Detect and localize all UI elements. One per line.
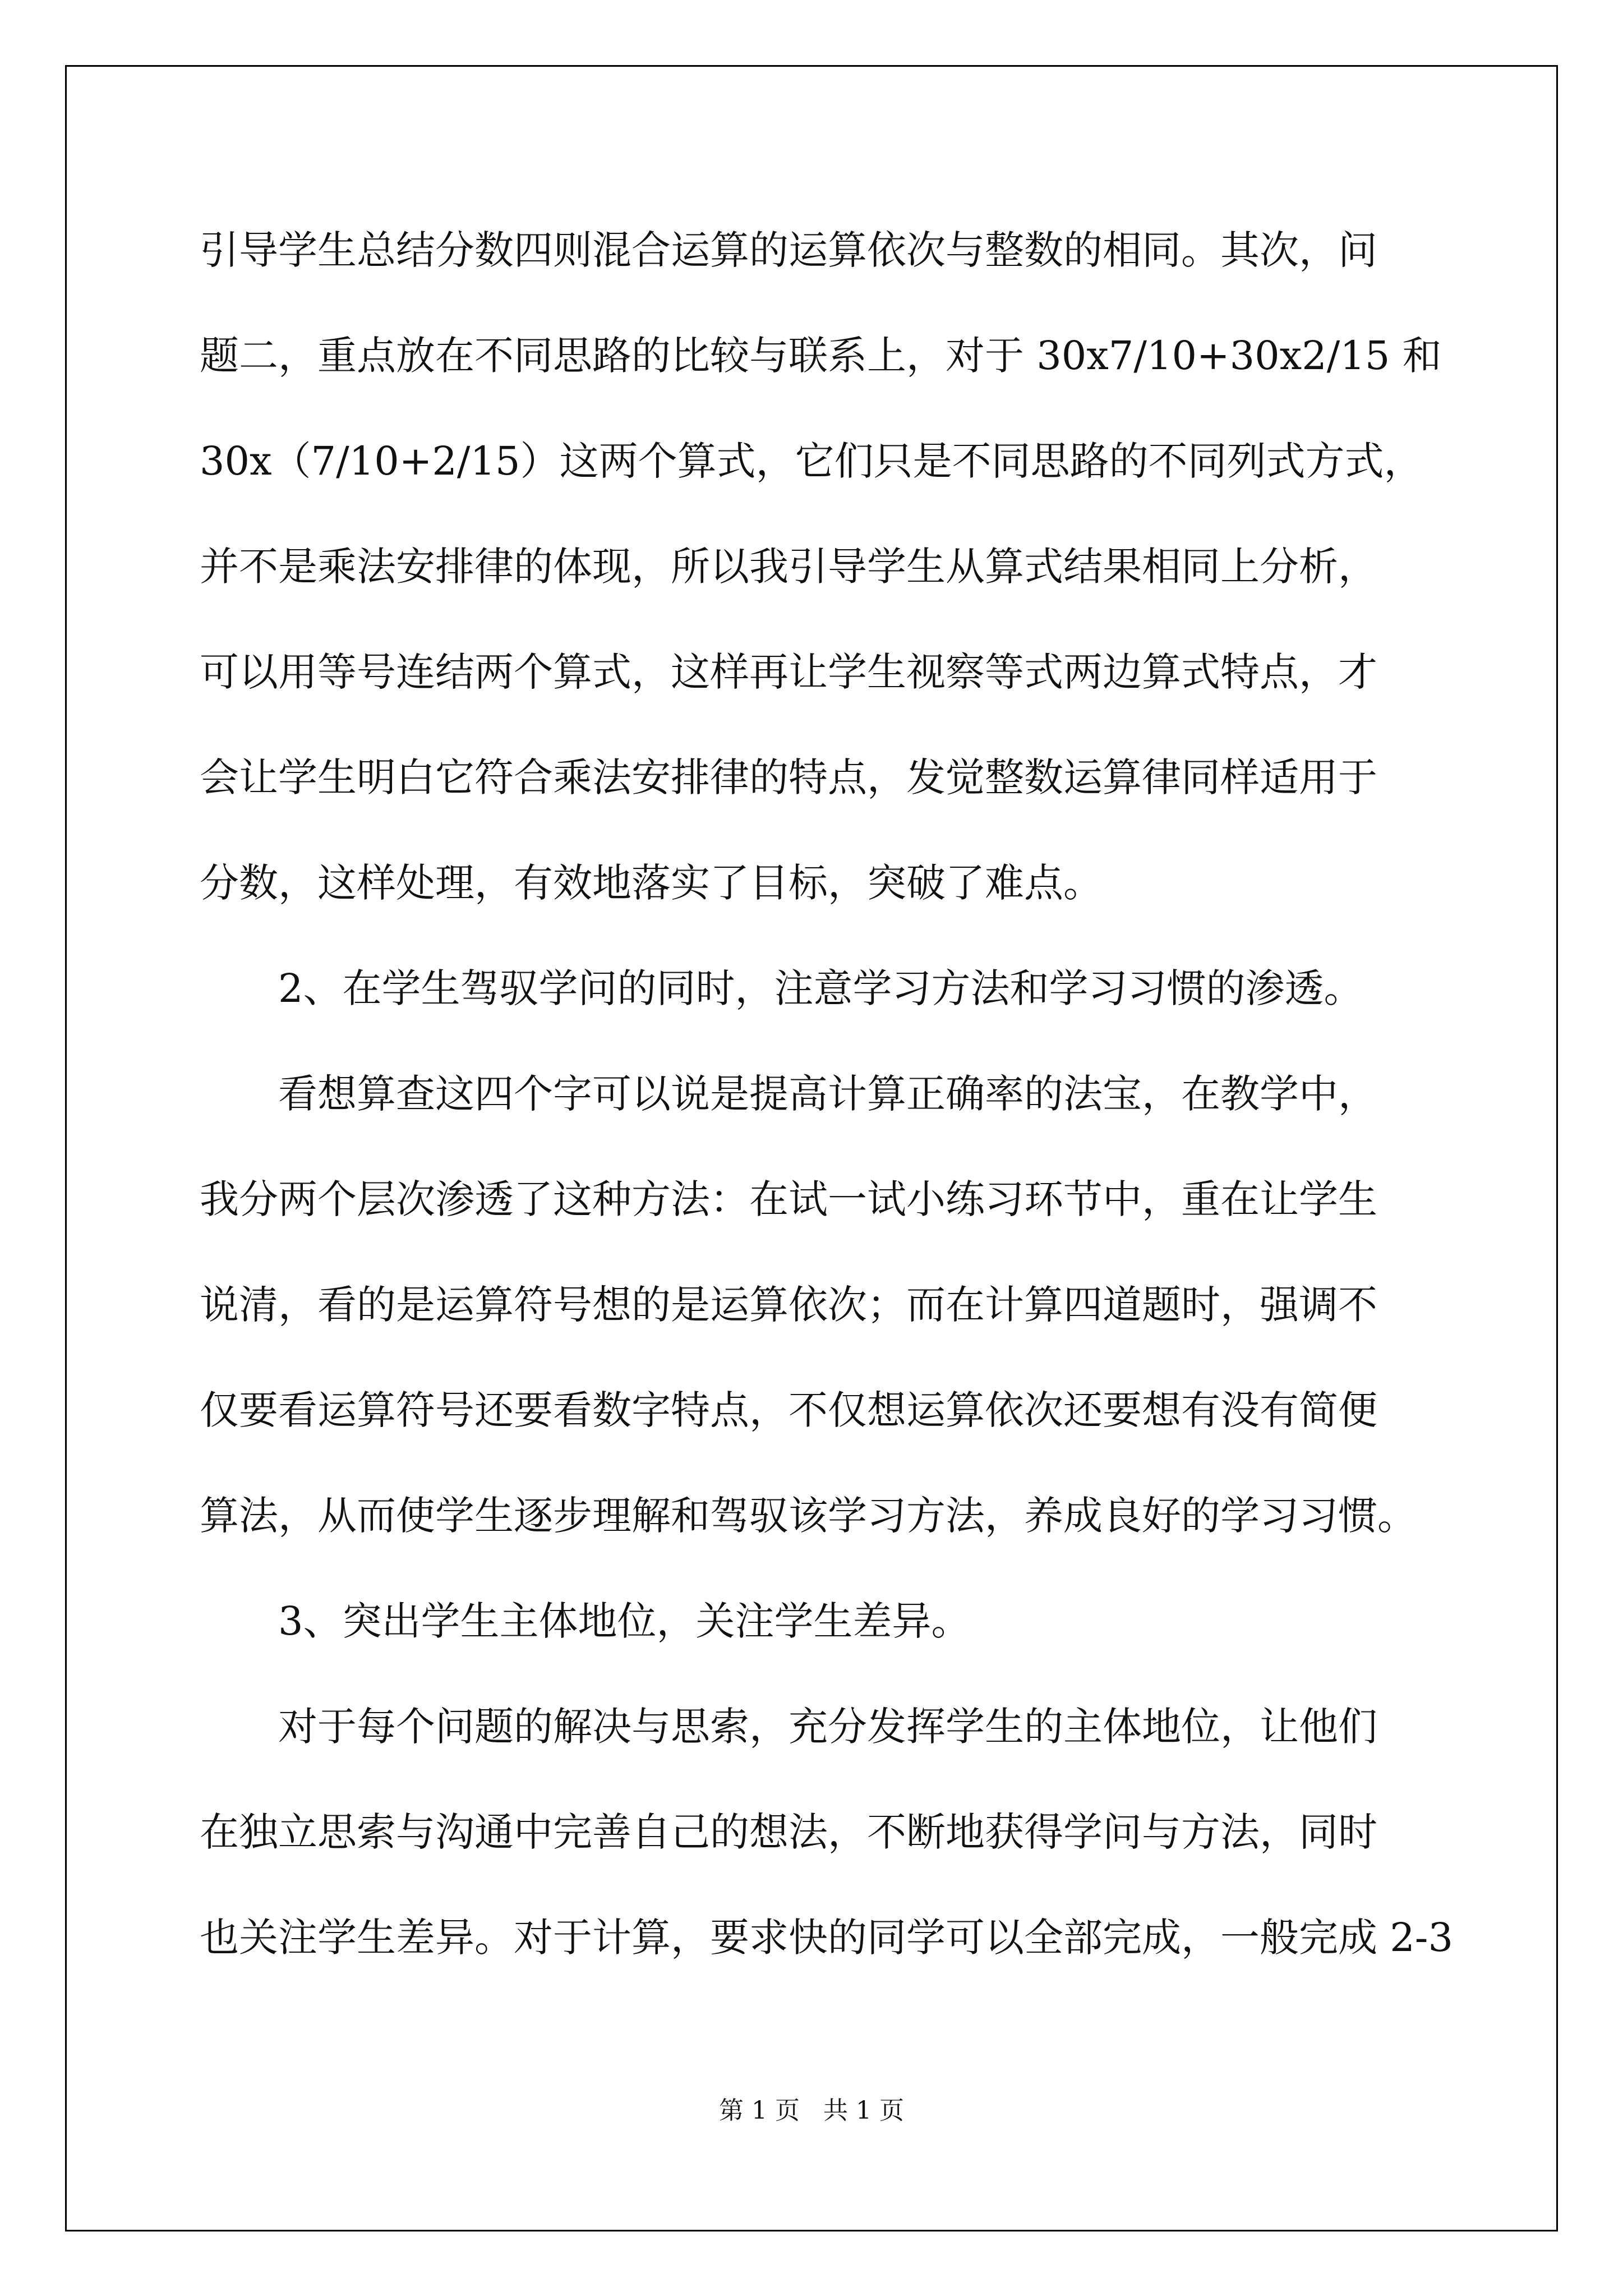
text-line: 可以用等号连结两个算式，这样再让学生视察等式两边算式特点，才: [200, 649, 1377, 695]
section-heading: 2、在学生驾驭学问的同时，注意学习方法和学习习惯的渗透。: [278, 965, 1363, 1011]
text-line: 30x（7/10+2/15）这两个算式，它们只是不同思路的不同列式方式，: [200, 438, 1423, 484]
text-line: 说清，看的是运算符号想的是运算依次；而在计算四道题时，强调不: [200, 1282, 1377, 1328]
page-total: 共 1 页: [823, 2096, 904, 2125]
text-line: 算法，从而使学生逐步理解和驾驭该学习方法，养成良好的学习习惯。: [200, 1493, 1417, 1539]
text-line: 会让学生明白它符合乘法安排律的特点，发觉整数运算律同样适用于: [200, 754, 1377, 800]
section-heading: 3、突出学生主体地位，关注学生差异。: [278, 1598, 971, 1644]
text-line: 题二，重点放在不同思路的比较与联系上，对于 30x7/10+30x2/15 和: [200, 333, 1442, 379]
text-line: 也关注学生差异。对于计算，要求快的同学可以全部完成，一般完成 2-3: [200, 1915, 1453, 1961]
paragraph-start-line: 对于每个问题的解决与思索，充分发挥学生的主体地位，让他们: [278, 1704, 1377, 1750]
text-line: 并不是乘法安排律的体现，所以我引导学生从算式结果相同上分析，: [200, 544, 1377, 590]
text-line: 我分两个层次渗透了这种方法：在试一试小练习环节中，重在让学生: [200, 1176, 1377, 1222]
text-line: 分数，这样处理，有效地落实了目标，突破了难点。: [200, 860, 1103, 906]
document-body: [200, 222, 1453, 2015]
text-line: 仅要看运算符号还要看数字特点，不仅想运算依次还要想有没有简便: [200, 1387, 1377, 1433]
page-number: 第 1 页: [719, 2096, 800, 2125]
text-line: 引导学生总结分数四则混合运算的运算依次与整数的相同。其次，问: [200, 227, 1377, 273]
text-line: 在独立思索与沟通中完善自己的想法，不断地获得学问与方法，同时: [200, 1809, 1377, 1855]
paragraph-start-line: 看想算查这四个字可以说是提高计算正确率的法宝，在教学中，: [278, 1071, 1377, 1117]
page-footer: [0, 2095, 1623, 2127]
